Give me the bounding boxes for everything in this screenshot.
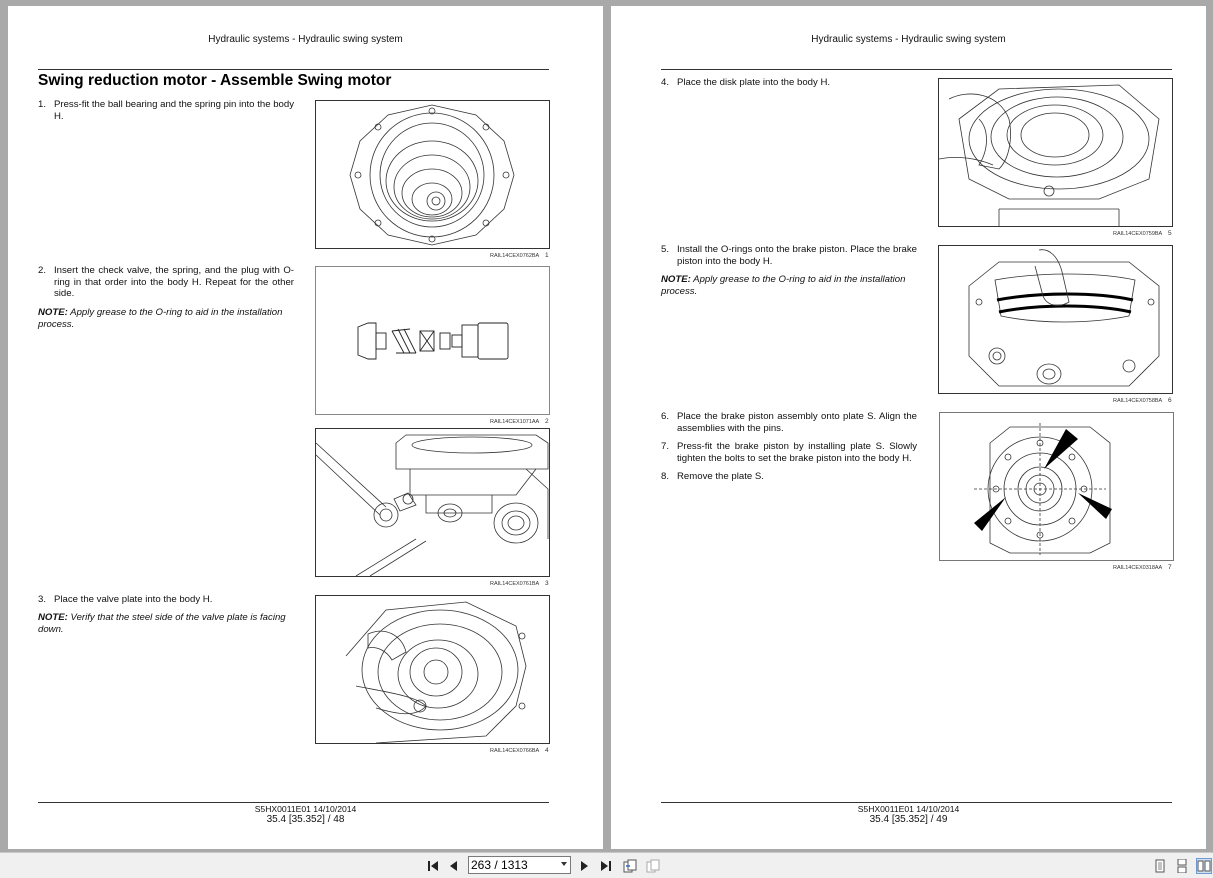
step-4 [661, 77, 917, 89]
page-header: Hydraulic systems - Hydraulic swing system [208, 34, 403, 45]
figure-caption: RAIL14CEX0762BA [490, 253, 540, 259]
next-page-icon [577, 859, 591, 873]
note-label: NOTE: [38, 612, 68, 623]
step-number: 3. [38, 594, 47, 605]
disk-plate-placement-illustration [939, 79, 1172, 226]
step-number: 4. [661, 77, 670, 88]
step-text: Press-fit the brake piston by installing plate S. Slowly tighten the bolts to set the brake piston into the body H. [677, 441, 917, 464]
figure-7 [939, 412, 1174, 561]
figure-2 [315, 266, 550, 415]
note-label: NOTE: [38, 307, 68, 318]
step-number: 5. [661, 244, 670, 255]
footer-document-id: S5HX0011E01 14/10/2014 [254, 804, 357, 814]
figure-number: 1 [545, 252, 549, 259]
step-text: Place the brake piston assembly onto plate S. Align the assemblies with the pins. [677, 411, 917, 434]
continuous-view-icon [1175, 859, 1189, 873]
note [38, 612, 296, 635]
footer-document-id: S5HX0011E01 14/10/2014 [857, 804, 960, 814]
figure-5 [938, 78, 1173, 227]
page-48 [8, 6, 603, 849]
figure-number: 5 [1168, 230, 1172, 237]
page-number-input[interactable] [468, 856, 571, 874]
step-number: 8. [661, 471, 670, 482]
note-text: Verify that the steel side of the valve plate is facing down. [38, 612, 286, 635]
last-page-button[interactable] [598, 858, 614, 874]
step-8 [661, 471, 917, 483]
header-rule [661, 69, 1172, 70]
check-valve-exploded-illustration [316, 267, 549, 414]
figure-1 [315, 100, 550, 249]
two-page-view-button[interactable] [1196, 858, 1212, 874]
figure-number: 3 [545, 580, 549, 587]
footer-page-number: 35.4 [35.352] / 49 [869, 814, 948, 825]
figure-6 [938, 245, 1173, 394]
note [38, 307, 296, 330]
section-title: Swing reduction motor - Assemble Swing motor [38, 72, 392, 89]
step-2 [38, 265, 294, 300]
note-text: Apply grease to the O-ring to aid in the installation process. [661, 274, 906, 297]
figure-number: 6 [1168, 397, 1172, 404]
go-back-button[interactable] [622, 858, 638, 874]
step-7 [661, 441, 917, 464]
figure-3 [315, 428, 550, 577]
chevron-down-icon[interactable] [561, 862, 567, 866]
step-number: 7. [661, 441, 670, 452]
step-6 [661, 411, 917, 434]
brake-piston-o-ring-illustration [939, 246, 1172, 393]
step-number: 6. [661, 411, 670, 422]
figure-caption: RAIL14CEX0758BA [1113, 398, 1163, 404]
step-1 [38, 99, 294, 122]
figure-caption: RAIL14CEX0761BA [490, 581, 540, 587]
go-back-icon [623, 859, 637, 873]
go-forward-button[interactable] [645, 858, 661, 874]
figure-4 [315, 595, 550, 744]
single-page-view-icon [1153, 859, 1167, 873]
first-page-button[interactable] [425, 858, 441, 874]
first-page-icon [426, 859, 440, 873]
arrow-icon [1078, 493, 1112, 519]
step-text: Insert the check valve, the spring, and the plug with O-ring in that order into the body H. Repeat for the other side. [54, 265, 294, 299]
go-forward-icon [646, 859, 660, 873]
note [661, 274, 919, 297]
valve-plate-placement-illustration [316, 596, 549, 743]
step-text: Press-fit the ball bearing and the spring pin into the body H. [54, 99, 294, 122]
step-5 [661, 244, 917, 267]
page-indicator-text: 263 / 1313 [471, 858, 528, 872]
note-label: NOTE: [661, 274, 691, 285]
two-page-view-icon [1197, 859, 1211, 873]
plug-installation-illustration [316, 429, 549, 576]
navigation-toolbar [0, 852, 1213, 878]
previous-page-button[interactable] [446, 858, 462, 874]
figure-caption: RAIL14CEX1071AA [490, 419, 540, 425]
previous-page-icon [447, 859, 461, 873]
step-text: Place the valve plate into the body H. [54, 594, 213, 605]
header-rule [38, 69, 549, 70]
continuous-view-button[interactable] [1174, 858, 1190, 874]
figure-number: 2 [545, 418, 549, 425]
figure-number: 7 [1168, 564, 1172, 571]
figure-caption: RAIL14CEX0759BA [1113, 231, 1163, 237]
step-text: Place the disk plate into the body H. [677, 77, 831, 88]
step-text: Install the O-rings onto the brake piston. Place the brake piston into the body H. [677, 244, 917, 267]
plate-s-bolting-diagram [940, 413, 1173, 560]
page-49 [611, 6, 1206, 849]
step-number: 1. [38, 99, 47, 110]
page-header: Hydraulic systems - Hydraulic swing system [811, 34, 1006, 45]
step-3 [38, 594, 294, 606]
last-page-icon [599, 859, 613, 873]
figure-number: 4 [545, 747, 549, 754]
next-page-button[interactable] [576, 858, 592, 874]
swing-motor-body-illustration [316, 101, 549, 248]
figure-caption: RAIL14CEX0318AA [1113, 565, 1163, 571]
footer-rule [38, 802, 549, 803]
footer-rule [661, 802, 1172, 803]
note-text: Apply grease to the O-ring to aid in the installation process. [38, 307, 283, 330]
figure-caption: RAIL14CEX0766BA [490, 748, 540, 754]
step-text: Remove the plate S. [677, 471, 764, 482]
step-number: 2. [38, 265, 47, 276]
footer-page-number: 35.4 [35.352] / 48 [266, 814, 345, 825]
single-page-view-button[interactable] [1152, 858, 1168, 874]
